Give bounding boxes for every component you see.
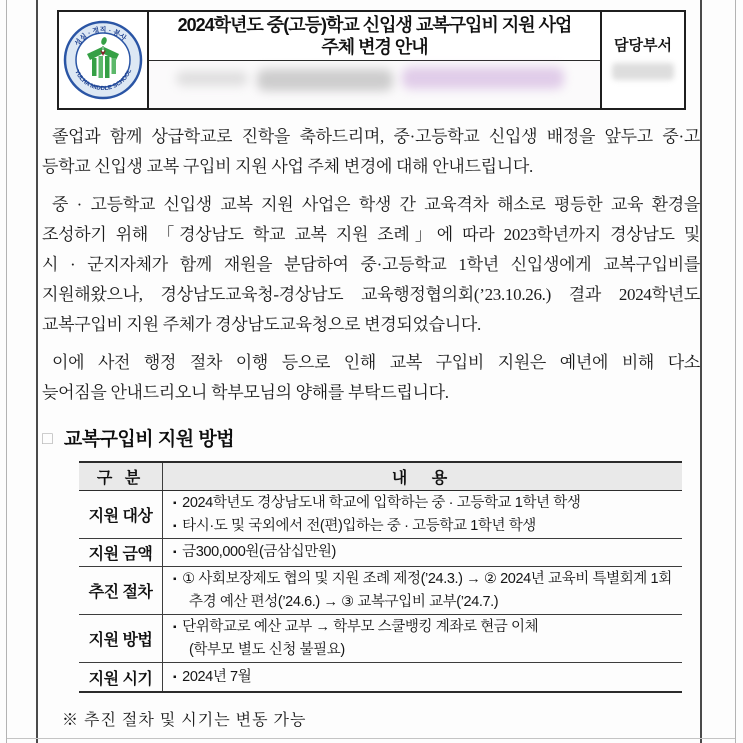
col-header-category: 구 분 — [79, 463, 163, 490]
bullet-icon: ▪ — [173, 497, 177, 509]
section-heading — [42, 424, 700, 451]
document-body — [42, 122, 700, 730]
body-text-line: 중 · 고등학교 신입생 교복 지원 사업은 학생 간 교육격차 해소로 평등한 교육 환경을 — [52, 195, 700, 214]
square-bullet-icon: □ — [42, 427, 53, 448]
table-row-target — [79, 491, 682, 539]
body-text-line: 교복구입비 지원 주체가 경상남도교육청으로 변경되었습니다. — [42, 315, 481, 334]
logo-motto-arc: 성실 · 정직 · 봉사 — [74, 26, 128, 48]
table-cell-text: (학부모 별도 신청 불필요) — [189, 642, 345, 658]
school-emblem-icon — [63, 20, 143, 100]
document-title — [149, 12, 600, 61]
table-cell-text: ▪ 단위학교로 예산 교부 → 학부모 스쿨뱅킹 계좌로 현금 이체 — [173, 619, 539, 635]
logo-school-arc: YULHA MIDDLE SCHOOL — [73, 68, 134, 93]
table-row-procedure — [79, 567, 682, 615]
school-logo-cell — [59, 12, 149, 108]
redacted-department-name — [612, 63, 674, 80]
redacted-subtitle-area — [149, 61, 600, 108]
table-cell-text: ▪ 타시·도 및 국외에서 전(편)입하는 중 · 고등학교 1학년 학생 — [173, 517, 536, 534]
row-label: 추진 절차 — [79, 567, 163, 614]
table-cell-text: ▪ 2024년 7월 — [173, 668, 252, 685]
body-text-line: 늦어짐을 안내드리오니 학부모님의 양해를 부탁드립니다. — [42, 383, 449, 402]
document-title-line2: 주체 변경 안내 — [321, 37, 428, 57]
body-text-line: 졸업과 함께 상급학교로 진학을 축하드리며, 중·고등학교 신입생 배정을 앞두고 중·고 — [52, 127, 700, 146]
paragraph-1 — [42, 122, 700, 182]
body-text-line: 등학교 신입생 교복 구입비 지원 사업 주체 변경에 대해 안내드립니다. — [42, 157, 533, 176]
row-label: 지원 방법 — [79, 615, 163, 662]
paragraph-3 — [42, 348, 700, 408]
scan-edge-line-left-outer — [6, 0, 7, 743]
footnote: ※ 추진 절차 및 시기는 변동 가능 — [62, 712, 307, 729]
redacted-text-blob — [402, 67, 564, 89]
table-row-timing — [79, 663, 682, 691]
page-border-line-left — [36, 0, 38, 743]
bullet-icon: ▪ — [173, 574, 177, 585]
scan-edge-line-bottom — [7, 738, 735, 739]
redacted-text-blob — [176, 71, 248, 86]
table-cell-text: ▪ 2024학년도 경상남도내 학교에 입학하는 중 · 고등학교 1학년 학생 — [173, 494, 581, 511]
department-label: 담당부서 — [614, 37, 672, 54]
body-text-line: 조성하기 위해 「경상남도 학교 교복 지원 조례」에 따라 2023학년까지 경상남도 및 — [42, 225, 700, 244]
body-text-line: 시 · 군지자체가 함께 재원을 분담하여 중·고등학교 1학년 신입생에게 교복구입비를 — [42, 255, 700, 274]
table-cell-text: ▪ ① 사회보장제도 협의 및 지원 조례 제정(’24.3.) → ② 2024년 교육비 특별회계 1회 추경 예산 편성(’24.6.) → ③ 교복구입비 교부(’24.7.) — [173, 571, 672, 610]
support-method-table — [79, 461, 682, 693]
row-label: 지원 시기 — [79, 663, 163, 691]
table-row-amount — [79, 539, 682, 567]
col-header-content: 내 용 — [391, 470, 458, 487]
body-text-line: 지원해왔으나, 경상남도교육청-경상남도 교육행정협의회(’23.10.26.) 결과 2024학년도 — [42, 285, 700, 304]
page-border-line-right — [700, 0, 702, 743]
department-cell — [600, 12, 684, 108]
bullet-icon: ▪ — [173, 547, 177, 558]
table-header-row — [79, 463, 682, 491]
row-label: 지원 금액 — [79, 539, 163, 566]
table-cell-text: ▪ 금300,000원(금삼십만원) — [173, 544, 336, 560]
row-label: 지원 대상 — [79, 491, 163, 538]
bullet-icon: ▪ — [173, 671, 177, 683]
header-title-cell — [149, 12, 600, 108]
section-title: 교복구입비 지원 방법 — [63, 429, 235, 450]
document-title-line1: 2024학년도 중(고등)학교 신입생 교복구입비 지원 사업 — [177, 15, 572, 35]
body-text-line: 이에 사전 행정 절차 이행 등으로 인해 교복 구입비 지원은 예년에 비해 다소 — [52, 353, 700, 372]
bullet-icon: ▪ — [173, 622, 177, 633]
document-header-table — [57, 10, 686, 110]
paragraph-2 — [42, 190, 700, 340]
redacted-text-blob — [257, 69, 392, 91]
scan-edge-line-right-outer — [735, 0, 736, 743]
table-row-method — [79, 615, 682, 663]
bullet-icon: ▪ — [173, 520, 177, 532]
